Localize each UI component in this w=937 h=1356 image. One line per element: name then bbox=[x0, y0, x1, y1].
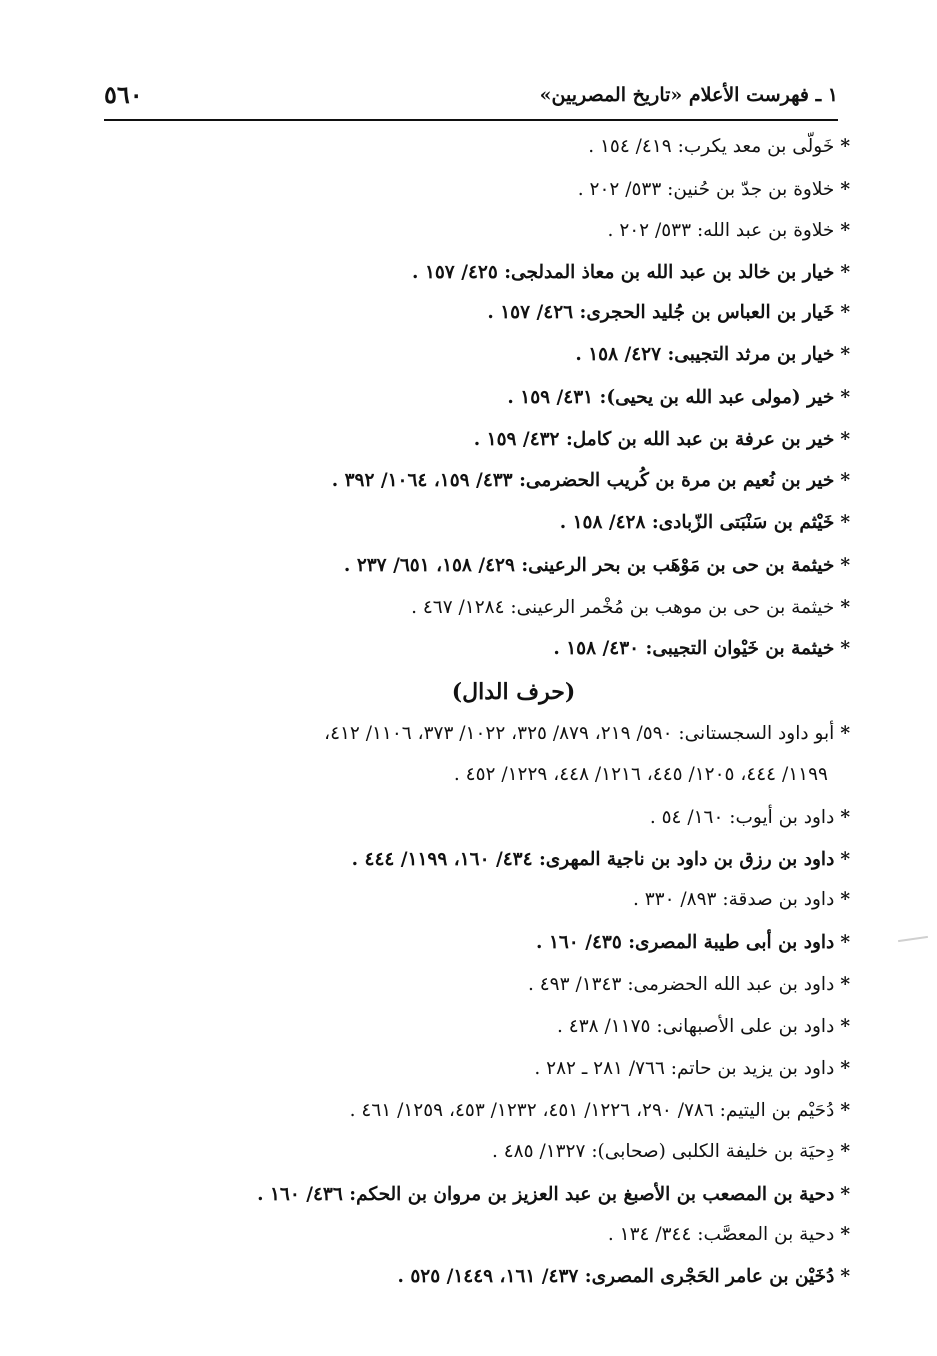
bullet-icon: * bbox=[840, 262, 850, 283]
entry-text: خَولّى بن معد يكرب: ٤١٩/ ١٥٤ . bbox=[588, 136, 835, 157]
entry-text: خيثمة بن حى بن موهب بن مُخْمر الرعينى: ١٢٨٤/ ٤٦٧ . bbox=[411, 597, 835, 618]
entry-text: خَيار بن العباس بن جُليد الحجرى: ٤٢٦/ ١٥٧ . bbox=[487, 302, 835, 323]
entry-text: خلاوة بن عبد الله: ٥٣٣/ ٢٠٢ . bbox=[607, 220, 835, 241]
bullet-icon: * bbox=[840, 136, 850, 157]
index-entry bbox=[575, 340, 850, 370]
entry-text: داود بن على الأصبهانى: ١١٧٥/ ٤٣٨ . bbox=[557, 1016, 835, 1037]
index-entry bbox=[412, 258, 850, 288]
entry-text: دُخَيْن بن عامر الحَجْرى المصرى: ٤٣٧/ ١٦١، ١٤٤٩/ ٥٢٥ . bbox=[397, 1266, 835, 1287]
bullet-icon: * bbox=[840, 512, 850, 533]
entry-text: دِحيَة بن خليفة الكلبى (صحابى): ١٣٢٧/ ٤٨٥ . bbox=[491, 1141, 835, 1162]
bullet-icon: * bbox=[840, 1266, 850, 1287]
bullet-icon: * bbox=[840, 597, 850, 618]
index-entry bbox=[633, 885, 850, 915]
header-title: ١ ـ فهرست الأعلام «تاريخ المصريين» bbox=[539, 84, 838, 106]
index-entry bbox=[560, 508, 850, 538]
bullet-icon: * bbox=[840, 723, 850, 744]
index-entry bbox=[608, 216, 850, 246]
entry-text: خلاوة بن جدّ بن حُنين: ٥٣٣/ ٢٠٢ . bbox=[577, 179, 835, 200]
index-entry bbox=[492, 1137, 850, 1167]
bullet-icon: * bbox=[840, 638, 850, 659]
bullet-icon: * bbox=[840, 1100, 850, 1121]
index-entry bbox=[536, 928, 850, 958]
entry-text: خير بن نُعيم بن مرة بن كُريب الحضرمى: ٤٣٣/ ١٥٩، ١٠٦٤/ ٣٩٢ . bbox=[331, 470, 835, 491]
bullet-icon: * bbox=[840, 1058, 850, 1079]
entry-text: خيثمة بن خَيْوان التجيبى: ٤٣٠/ ١٥٨ . bbox=[553, 638, 835, 659]
entry-text: خير (مولى عبد الله بن يحيى): ٤٣١/ ١٥٩ . bbox=[507, 387, 835, 408]
entry-text: دحية بن المعصَّب: ٣٤٤/ ١٣٤ . bbox=[607, 1224, 835, 1245]
page-number: ٥٦٠ bbox=[104, 80, 143, 109]
index-entry bbox=[608, 1220, 850, 1250]
index-entry bbox=[557, 1012, 850, 1042]
index-entry bbox=[534, 1054, 850, 1084]
bullet-icon: * bbox=[840, 344, 850, 365]
entry-text: أبو داود السجستانى: ٥٩٠/ ٢١٩، ٨٧٩/ ٣٢٥، ١٠٢٢/ ٣٧٣، ١١٠٦/ ٤١٢، bbox=[324, 723, 835, 744]
bullet-icon: * bbox=[840, 1224, 850, 1245]
entry-text: داود بن يزيد بن حاتم: ٧٦٦/ ٢٨١ ـ ٢٨٢ . bbox=[534, 1058, 835, 1079]
index-entry bbox=[352, 845, 850, 875]
index-entry bbox=[257, 1180, 850, 1210]
bullet-icon: * bbox=[840, 974, 850, 995]
bullet-icon: * bbox=[840, 1184, 850, 1205]
bullet-icon: * bbox=[840, 470, 850, 491]
index-entry bbox=[507, 383, 850, 413]
entry-text: داود بن أيوب: ١٦٠/ ٥٤ . bbox=[649, 807, 835, 828]
bullet-icon: * bbox=[840, 179, 850, 200]
bullet-icon: * bbox=[840, 220, 850, 241]
index-entry bbox=[344, 551, 850, 581]
entry-text: داود بن أبى طيبة المصرى: ٤٣٥/ ١٦٠ . bbox=[536, 932, 835, 953]
bullet-icon: * bbox=[840, 932, 850, 953]
entry-text: خير بن عرفة بن عبد الله بن كامل: ٤٣٢/ ١٥٩ . bbox=[473, 429, 835, 450]
entry-text: خيار بن خالد بن عبد الله بن معاذ المدلجى: ٤٢٥/ ١٥٧ . bbox=[412, 262, 835, 283]
entry-text: خيار بن مرثد التجيبى: ٤٢٧/ ١٥٨ . bbox=[575, 344, 835, 365]
entry-continuation: ١١٩٩/ ٤٤٤، ١٢٠٥/ ٤٤٥، ١٢١٦/ ٤٤٨، ١٢٢٩/ ٤٥٢ . bbox=[453, 764, 828, 785]
bullet-icon: * bbox=[840, 1016, 850, 1037]
section-heading: (حرف الدال) bbox=[451, 679, 576, 705]
entry-text: داود بن رزق بن داود بن ناجية المهرى: ٤٣٤/ ١٦٠، ١١٩٩/ ٤٤٤ . bbox=[351, 849, 835, 870]
index-entry bbox=[588, 132, 850, 162]
entry-text: داود بن عبد الله الحضرمى: ١٣٤٣/ ٤٩٣ . bbox=[527, 974, 835, 995]
bullet-icon: * bbox=[840, 555, 850, 576]
index-entry bbox=[474, 425, 850, 455]
bullet-icon: * bbox=[840, 889, 850, 910]
entry-text: داود بن صدقة: ٨٩٣/ ٣٣٠ . bbox=[632, 889, 835, 910]
index-entry bbox=[411, 593, 850, 623]
bullet-icon: * bbox=[840, 1141, 850, 1162]
index-entry bbox=[578, 175, 850, 205]
scan-smudge bbox=[898, 936, 928, 942]
entry-text: خَيْثم بن سَنْبَتى الزّبادى: ٤٢٨/ ١٥٨ . bbox=[559, 512, 835, 533]
entry-text: دُحَيْم بن اليتيم: ٧٨٦/ ٢٩٠، ١٢٢٦/ ٤٥١، ١٢٣٢/ ٤٥٣، ١٢٥٩/ ٤٦١ . bbox=[349, 1100, 835, 1121]
bullet-icon: * bbox=[840, 302, 850, 323]
entry-text: خيثمة بن حى بن مَوْهَب بن بحر الرعينى: ٤٢٩/ ١٥٨، ٦٥١/ ٢٣٧ . bbox=[343, 555, 835, 576]
entry-text: دحية بن المصعب بن الأصبغ بن عبد العزيز بن مروان بن الحكم: ٤٣٦/ ١٦٠ . bbox=[257, 1184, 835, 1205]
index-entry bbox=[324, 719, 850, 749]
bullet-icon: * bbox=[840, 429, 850, 450]
index-entry bbox=[650, 803, 850, 833]
index-entry bbox=[350, 1096, 850, 1126]
bullet-icon: * bbox=[840, 807, 850, 828]
index-entry bbox=[553, 634, 850, 664]
index-entry bbox=[528, 970, 850, 1000]
bullet-icon: * bbox=[840, 387, 850, 408]
bullet-icon: * bbox=[840, 849, 850, 870]
index-entry bbox=[487, 298, 850, 328]
index-entry bbox=[397, 1262, 850, 1292]
index-entry bbox=[332, 466, 850, 496]
